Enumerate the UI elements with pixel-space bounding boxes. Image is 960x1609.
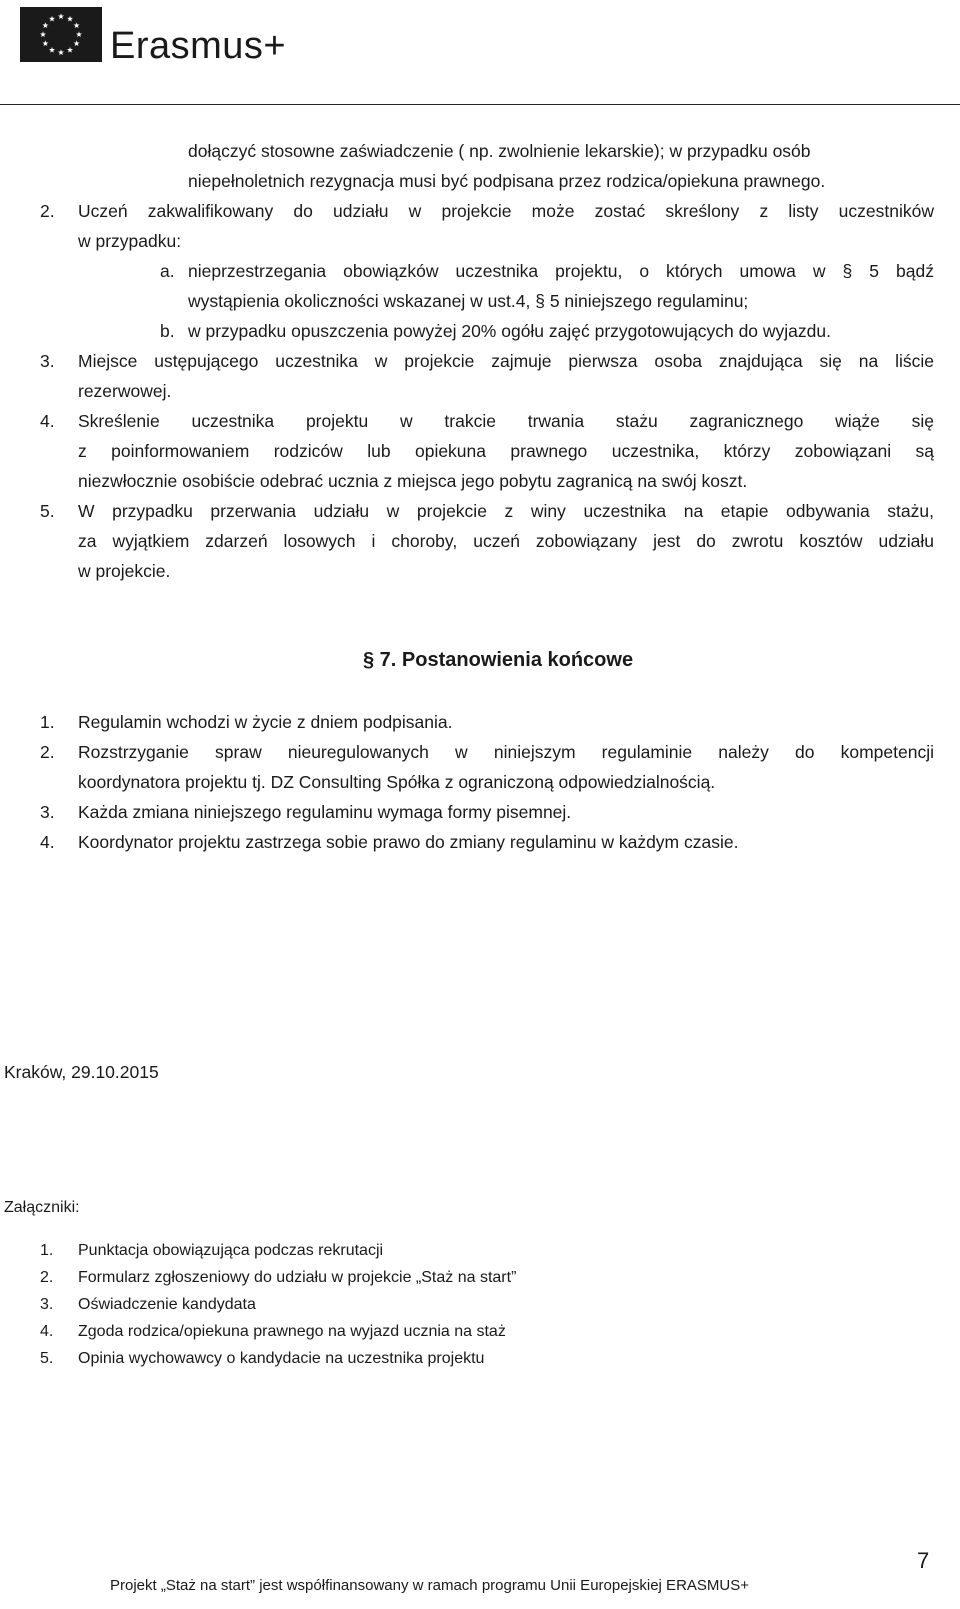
erasmus-logo-text: Erasmus+ bbox=[110, 25, 287, 67]
intro-line-2: niepełnoletnich rezygnacja musi być podpisana przez rodzica/opiekuna prawnego. bbox=[188, 171, 826, 191]
item-2b-label: b. bbox=[160, 321, 175, 341]
attachment-3-number: 3. bbox=[40, 1296, 54, 1313]
item-4-line-1: Skreślenie uczestnika projektu w trakcie trwania stażu zagranicznego wiąże się bbox=[78, 411, 934, 431]
item-3-line-2: rezerwowej. bbox=[78, 381, 172, 401]
s7-item-2-number: 2. bbox=[40, 742, 55, 762]
s7-item-2-line-1: Rozstrzyganie spraw nieuregulowanych w niniejszym regulaminie należy do kompetencji bbox=[78, 742, 934, 762]
item-5-line-1: W przypadku przerwania udziału w projekcie z winy uczestnika na etapie odbywania stażu, bbox=[78, 501, 934, 521]
item-2-line-1: Uczeń zakwalifikowany do udziału w projekcie może zostać skreślony z listy uczestników bbox=[78, 201, 934, 221]
attachment-4-number: 4. bbox=[40, 1323, 54, 1340]
s7-item-4-text: Koordynator projektu zastrzega sobie prawo do zmiany regulaminu w każdym czasie. bbox=[78, 832, 739, 852]
attachment-4-text: Zgoda rodzica/opiekuna prawnego na wyjazd ucznia na staż bbox=[78, 1323, 506, 1340]
s7-item-1-text: Regulamin wchodzi w życie z dniem podpisania. bbox=[78, 712, 453, 732]
attachment-5-number: 5. bbox=[40, 1350, 54, 1367]
item-2-number: 2. bbox=[40, 201, 55, 221]
page-number: 7 bbox=[917, 1548, 930, 1573]
attachment-2-text: Formularz zgłoszeniowy do udziału w projekcie „Staż na start” bbox=[78, 1269, 517, 1286]
item-4-line-2: z poinformowaniem rodziców lub opiekuna prawnego uczestnika, którzy zobowiązani są bbox=[78, 441, 934, 461]
item-3-line-1: Miejsce ustępującego uczestnika w projekcie zajmuje pierwsza osoba znajdująca się na liście bbox=[78, 351, 934, 371]
eu-flag-icon bbox=[20, 7, 102, 62]
item-5-line-2: za wyjątkiem zdarzeń losowych i choroby, uczeń zobowiązany jest do zwrotu kosztów udziału bbox=[78, 531, 934, 551]
section-7-heading: § 7. Postanowienia końcowe bbox=[363, 649, 634, 671]
item-2-line-2: w przypadku: bbox=[78, 231, 182, 251]
item-2b-line-1: w przypadku opuszczenia powyżej 20% ogółu zajęć przygotowujących do wyjazdu. bbox=[188, 321, 831, 341]
attachment-1-number: 1. bbox=[40, 1242, 54, 1259]
header-divider bbox=[0, 104, 960, 105]
attachment-2-number: 2. bbox=[40, 1269, 54, 1286]
page-footer: Projekt „Staż na start” jest współfinansowany w ramach programu Unii Europejskiej ERASMUS+ bbox=[110, 1577, 750, 1594]
item-5-number: 5. bbox=[40, 501, 55, 521]
item-2a-label: a. bbox=[160, 261, 175, 281]
item-2a-line-2: wystąpienia okoliczności wskazanej w ust.4, § 5 niniejszego regulaminu; bbox=[188, 291, 749, 311]
s7-item-2-line-2: koordynatora projektu tj. DZ Consulting Spółka z ograniczoną odpowiedzialnością. bbox=[78, 772, 716, 792]
attachment-5-text: Opinia wychowawcy o kandydacie na uczestnika projektu bbox=[78, 1350, 485, 1367]
s7-item-3-text: Każda zmiana niniejszego regulaminu wymaga formy pisemnej. bbox=[78, 802, 572, 822]
attachment-1-text: Punktacja obowiązująca podczas rekrutacji bbox=[78, 1242, 384, 1259]
page-header bbox=[0, 0, 960, 106]
attachment-3-text: Oświadczenie kandydata bbox=[78, 1296, 256, 1313]
s7-item-3-number: 3. bbox=[40, 802, 55, 822]
item-4-number: 4. bbox=[40, 411, 55, 431]
s7-item-1-number: 1. bbox=[40, 712, 55, 732]
attachments-title: Załączniki: bbox=[4, 1199, 80, 1216]
item-2a-line-1: nieprzestrzegania obowiązków uczestnika projektu, o których umowa w § 5 bądź bbox=[188, 261, 934, 281]
s7-item-4-number: 4. bbox=[40, 832, 55, 852]
place-date: Kraków, 29.10.2015 bbox=[4, 1062, 159, 1082]
item-5-line-3: w projekcie. bbox=[78, 561, 171, 581]
item-4-line-3: niezwłocznie osobiście odebrać ucznia z miejsca jego pobytu zagranicą na swój koszt. bbox=[78, 471, 748, 491]
item-3-number: 3. bbox=[40, 351, 55, 371]
intro-line-1: dołączyć stosowne zaświadczenie ( np. zwolnienie lekarskie); w przypadku osób bbox=[188, 141, 811, 161]
